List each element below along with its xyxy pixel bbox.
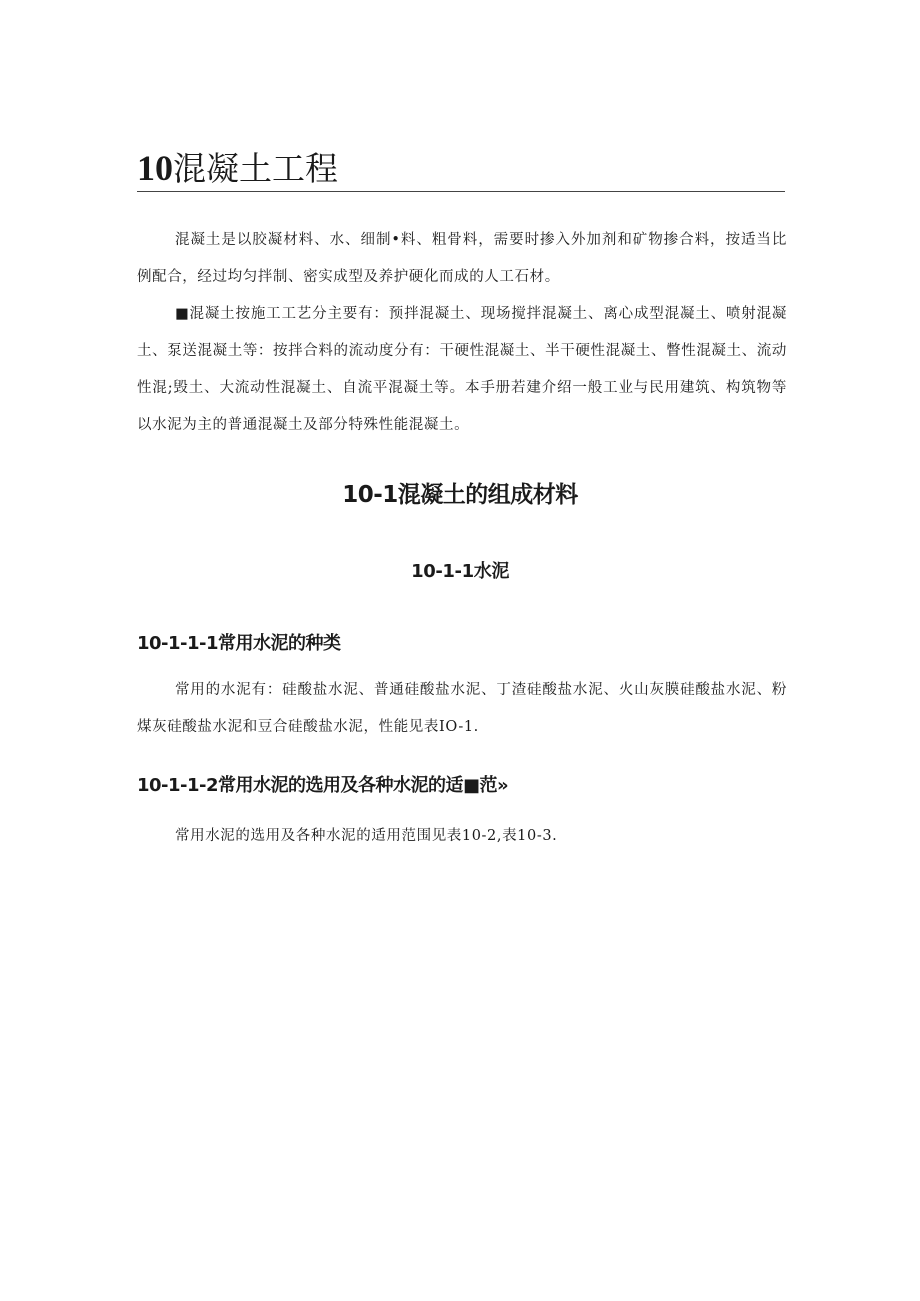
chapter-number: 10 [137, 148, 173, 188]
section-heading-10-1-1: 10-1-1水泥 [411, 561, 509, 582]
section-heading-10-1-1-1: 10-1-1-1常用水泥的种类 [137, 633, 341, 654]
section-heading-10-1-1-2: 10-1-1-2常用水泥的选用及各种水泥的适■范» [137, 775, 509, 796]
chapter-title-text: 混凝土工程 [173, 149, 338, 188]
intro-paragraph-1: 混凝土是以胶凝材料、水、细制•料、粗骨料，需要时掺入外加剂和矿物掺合料，按适当比例配合，经过均匀拌制、密实成型及养护硬化而成的人工石材。 [137, 232, 787, 285]
cement-selection-paragraph: 常用水泥的选用及各种水泥的适用范围见表10-2,表10-3. [175, 828, 558, 844]
chapter-title [137, 146, 785, 192]
intro-paragraph-2: ■混凝土按施工工艺分主要有：预拌混凝土、现场搅拌混凝土、离心成型混凝土、喷射混凝土、泵送混凝土等：按拌合料的流动度分有：干硬性混凝土、半干硬性混凝土、瞥性混凝土、流动性混;毁土、大流动性混凝土、自流平混凝土等。本手册若建介绍一般工业与民用建筑、构筑物等以水泥为主的普通混凝土及部分特殊性能混凝土。 [137, 306, 787, 433]
section-heading-10-1: 10-1混凝土的组成材料 [342, 482, 578, 508]
cement-types-paragraph: 常用的水泥有：硅酸盐水泥、普通硅酸盐水泥、丁渣硅酸盐水泥、火山灰膜硅酸盐水泥、粉煤灰硅酸盐水泥和豆合硅酸盐水泥，性能见表IO-1. [137, 682, 787, 735]
